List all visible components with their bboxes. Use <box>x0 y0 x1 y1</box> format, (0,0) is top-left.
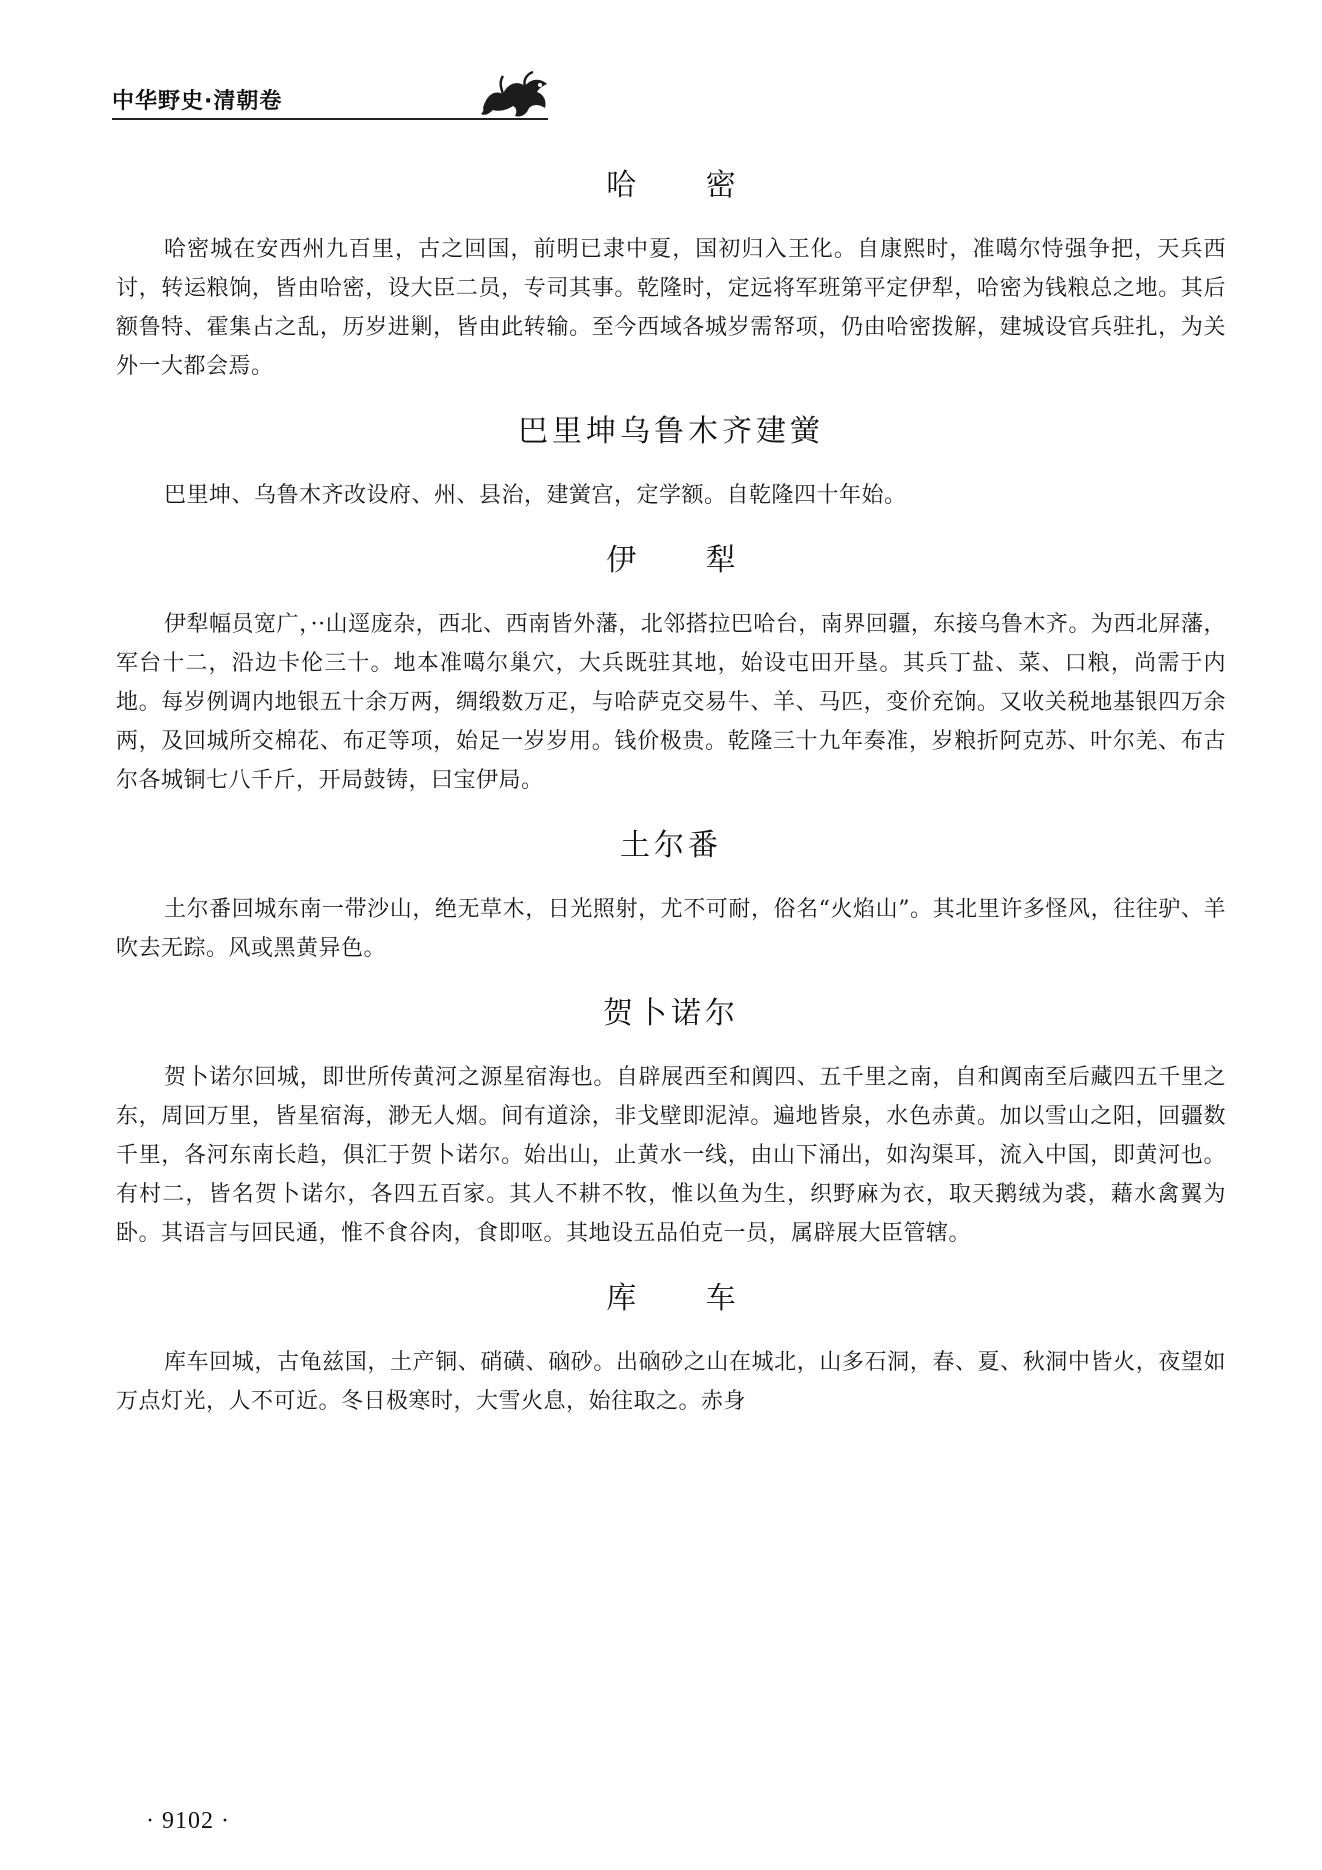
article-body <box>116 160 1226 1421</box>
section-title-yili: 伊 犁 <box>606 543 766 578</box>
running-header <box>112 72 548 122</box>
section-title-hami: 哈 密 <box>606 168 766 203</box>
section-title-balikun: 巴里坤乌鲁木齐建黉 <box>518 414 824 449</box>
section-paragraph-yili: 伊犁幅员宽广，··山逕庞杂，西北、西南皆外藩，北邻搭拉巴哈台，南界回疆，东接乌鲁木齐。为西北屏藩，军台十二，沿边卡伦三十。地本准噶尔巢穴，大兵既驻其地，始设屯田开垦。其兵丁盐、菜、口粮，尚需于内地。每岁例调内地银五十余万两，绸缎数万疋，与哈萨克交易牛、羊、马匹，变价充饷。又收关税地基银四万余两，及回城所交棉花、布疋等项，始足一岁岁用。钱价极贵。乾隆三十九年奏准，岁粮折阿克苏、叶尔羌、布古尔各城铜七八千斤，开局鼓铸，曰宝伊局。 <box>116 612 1226 793</box>
section-paragraph-tuerfan: 土尔番回城东南一带沙山，绝无草木，日光照射，尤不可耐，俗名“火焰山”。其北里许多怪风，往往驴、羊吹去无踪。风或黑黄异色。 <box>116 897 1226 961</box>
page-number: · 9102 · <box>146 1808 230 1834</box>
section-title-tuerfan: 土尔番 <box>620 828 722 863</box>
section-title-hebunuoer: 贺卜诺尔 <box>603 996 739 1031</box>
section-paragraph-kuche: 库车回城，古龟兹国，土产铜、硝磺、硇砂。出硇砂之山在城北，山多石洞，春、夏、秋洞中皆火，夜望如万点灯光，人不可近。冬日极寒时，大雪火息，始往取之。赤身 <box>116 1350 1226 1414</box>
header-rule <box>112 118 548 120</box>
section-paragraph-hami: 哈密城在安西州九百里，古之回国，前明已隶中夏，国初归入王化。自康熙时，准噶尔恃强争把，天兵西讨，转运粮饷，皆由哈密，设大臣二员，专司其事。乾隆时，定远将军班第平定伊犁，哈密为钱粮总之地。其后额鲁特、霍集占之乱，历岁进剿，皆由此转输。至今西域各城岁需帑项，仍由哈密拨解，建城设官兵驻扎，为关外一大都会焉。 <box>116 237 1226 379</box>
book-title: 中华野史·清朝卷 <box>112 89 283 114</box>
section-title-kuche: 库 车 <box>606 1281 766 1316</box>
dragon-ornament-icon <box>477 68 552 120</box>
section-paragraph-hebunuoer: 贺卜诺尔回城，即世所传黄河之源星宿海也。自辟展西至和阗四、五千里之南，自和阗南至后藏四五千里之东，周回万里，皆星宿海，渺无人烟。间有道涂，非戈壁即泥淖。遍地皆泉，水色赤黄。加以雪山之阳，回疆数千里，各河东南长趋，俱汇于贺卜诺尔。始出山，止黄水一线，由山下涌出，如沟渠耳，流入中国，即黄河也。有村二，皆名贺卜诺尔，各四五百家。其人不耕不牧，惟以鱼为生，织野麻为衣，取天鹅绒为裘，藉水禽翼为卧。其语言与回民通，惟不食谷肉，食即呕。其地设五品伯克一员，属辟展大臣管辖。 <box>116 1065 1226 1246</box>
section-paragraph-balikun: 巴里坤、乌鲁木齐改设府、州、县治，建黉宫，定学额。自乾隆四十年始。 <box>164 483 907 508</box>
